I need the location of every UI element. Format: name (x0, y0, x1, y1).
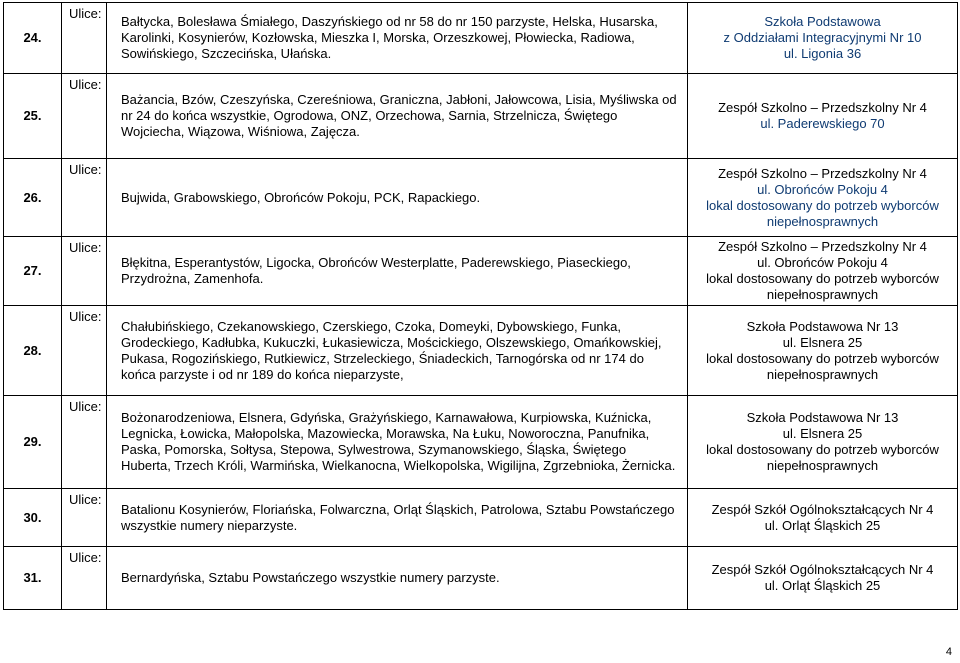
district-number: 30. (4, 489, 62, 547)
polling-place-line: ul. Elsnera 25 (782, 334, 863, 350)
polling-place (688, 74, 958, 159)
district-row (4, 159, 958, 237)
polling-place-line: z Oddziałami Integracyjnymi Nr 10 (723, 30, 922, 45)
polling-place-line: Szkoła Podstawowa Nr 13 (746, 318, 899, 334)
polling-place-line: Zespół Szkół Ogólnokształcących Nr 4 (711, 501, 934, 517)
district-number: 27. (4, 237, 62, 306)
district-row (4, 547, 958, 610)
street-list: Bujwida, Grabowskiego, Obrońców Pokoju, PCK, Rapackiego. (107, 159, 688, 237)
polling-place-line: niepełnosprawnych (766, 458, 879, 473)
polling-place-line: ul. Paderewskiego 70 (760, 116, 885, 131)
district-number: 26. (4, 159, 62, 237)
polling-place-line: ul. Elsnera 25 (782, 426, 863, 441)
polling-place-line: lokal dostosowany do potrzeb wyborców (706, 271, 939, 286)
polling-place (688, 3, 958, 74)
polling-place-line: lokal dostosowany do potrzeb wyborców (706, 442, 939, 457)
district-table (3, 2, 958, 610)
polling-place-line: Zespół Szkolno – Przedszkolny Nr 4 (718, 165, 927, 181)
polling-place-line: Szkoła Podstawowa Nr 13 (746, 410, 899, 425)
streets-label: Ulice: (62, 74, 107, 159)
district-number: 28. (4, 306, 62, 396)
polling-place-line: ul. Obrońców Pokoju 4 (757, 255, 888, 270)
streets-label: Ulice: (62, 547, 107, 610)
district-row (4, 237, 958, 306)
polling-place-line: ul. Ligonia 36 (783, 46, 862, 61)
streets-label: Ulice: (62, 159, 107, 237)
page-number: 4 (945, 646, 952, 658)
polling-place (688, 489, 958, 547)
street-list: Błękitna, Esperantystów, Ligocka, Obrońców Westerplatte, Paderewskiego, Piaseckiego, Przydrożna, Zamenhofa. (107, 237, 688, 306)
polling-place-line: ul. Orląt Śląskich 25 (764, 578, 881, 593)
polling-place-line: ul. Obrońców Pokoju 4 (757, 181, 888, 197)
polling-place-line: niepełnosprawnych (766, 213, 879, 229)
district-number: 24. (4, 3, 62, 74)
district-number: 31. (4, 547, 62, 610)
street-list: Bożonarodzeniowa, Elsnera, Gdyńska, Grażyńskiego, Karnawałowa, Kurpiowska, Kuźnicka, Legnicka, Łowicka, Małopolska, Mazowiecka, Morawska, Na Łuku, Noworoczna, Panufnika, Paska, Pomorska, Sołtysa, Stepowa, Sylwestrowa, Szymanowskiego, Śląska, Świętego Huberta, Trzech Króli, Warmińska, Wielkanocna, Wielkopolska, Wigilijna, Zgrzebnioka, Żernicka. (107, 396, 688, 489)
streets-label: Ulice: (62, 306, 107, 396)
street-list: Chałubińskiego, Czekanowskiego, Czerskiego, Czoka, Domeyki, Dybowskiego, Funka, Grodeckiego, Kadłubka, Kukuczki, Łukasiewicza, Mościckiego, Olszewskiego, Omańkowskiej, Pukasa, Rogozińskiego, Rutkiewicz, Strzeleckiego, Śniadeckich, Tarnogórska od nr 174 do końca parzyste i od nr 189 do końca nieparzyste, (107, 306, 688, 396)
street-list: Batalionu Kosynierów, Floriańska, Folwarczna, Orląt Śląskich, Patrolowa, Sztabu Powstańczego wszystkie numery nieparzyste. (107, 489, 688, 547)
polling-place (688, 547, 958, 610)
polling-place-line: niepełnosprawnych (766, 287, 879, 302)
polling-place-line: ul. Orląt Śląskich 25 (764, 517, 881, 533)
polling-place-line: lokal dostosowany do potrzeb wyborców (706, 197, 939, 213)
polling-place (688, 237, 958, 306)
polling-place-line: Zespół Szkolno – Przedszkolny Nr 4 (718, 239, 927, 254)
streets-label: Ulice: (62, 396, 107, 489)
polling-place-line: lokal dostosowany do potrzeb wyborców (706, 350, 939, 366)
district-number: 29. (4, 396, 62, 489)
district-row (4, 306, 958, 396)
district-row (4, 74, 958, 159)
polling-place (688, 306, 958, 396)
district-row (4, 3, 958, 74)
polling-place-line: Szkoła Podstawowa (764, 14, 881, 29)
polling-place (688, 159, 958, 237)
streets-label: Ulice: (62, 3, 107, 74)
street-list: Bażancia, Bzów, Czeszyńska, Czereśniowa, Graniczna, Jabłoni, Jałowcowa, Lisia, Myśliwska od nr 24 do końca wszystkie, Ogrodowa, ONZ, Orzechowa, Sarnia, Strzelnicza, Świętego Wojciecha, Wiązowa, Wiśniowa, Zajęcza. (107, 74, 688, 159)
streets-label: Ulice: (62, 489, 107, 547)
polling-place-line: niepełnosprawnych (766, 366, 879, 382)
polling-place-line: Zespół Szkolno – Przedszkolny Nr 4 (718, 100, 927, 115)
district-number: 25. (4, 74, 62, 159)
street-list: Bernardyńska, Sztabu Powstańczego wszystkie numery parzyste. (107, 547, 688, 610)
district-row (4, 396, 958, 489)
polling-place (688, 396, 958, 489)
district-row (4, 489, 958, 547)
polling-place-line: Zespół Szkół Ogólnokształcących Nr 4 (711, 562, 934, 577)
streets-label: Ulice: (62, 237, 107, 306)
street-list: Bałtycka, Bolesława Śmiałego, Daszyńskiego od nr 58 do nr 150 parzyste, Helska, Husarska, Karolinki, Kosynierów, Kozłowska, Mieszka I, Morska, Orzeszkowej, Płowiecka, Radiowa, Sowińskiego, Szczecińska, Ułańska. (107, 3, 688, 74)
